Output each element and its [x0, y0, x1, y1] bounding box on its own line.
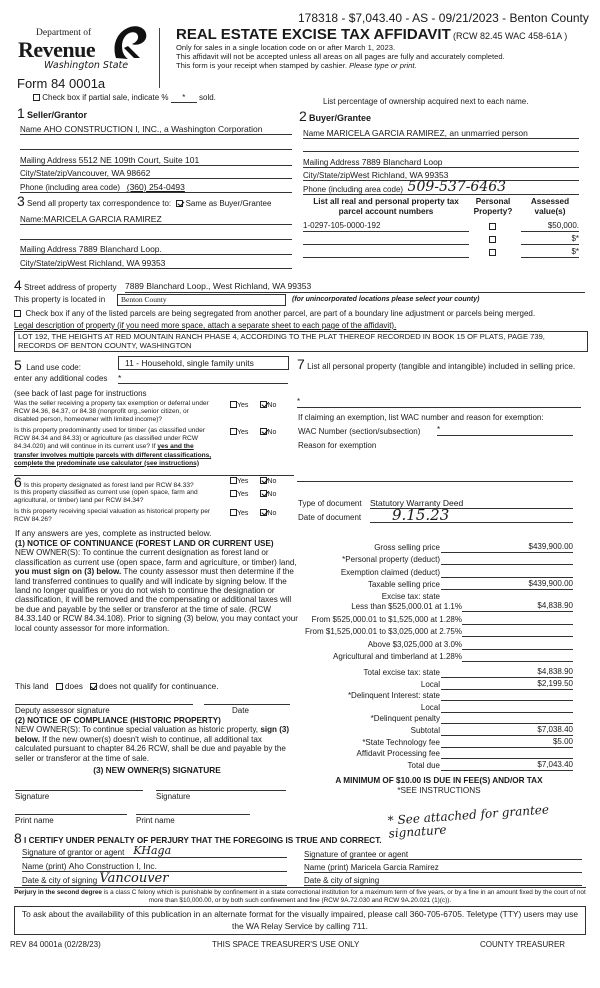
doc-type-field[interactable]: Statutory Warranty Deed	[370, 498, 573, 509]
buyer-name-field[interactable]	[303, 126, 579, 139]
seller-phone-value: (360) 254-0493	[126, 182, 185, 192]
header-line1: Only for sales in a single location code on or after March 1, 2023.	[176, 43, 396, 52]
buyer-name-line2[interactable]	[303, 141, 579, 152]
timber-question-bold: yes and the transfer involves multiple parcels with different classifications, complete the predominate use calculator (see instructions)	[14, 443, 212, 467]
notice-continuance	[15, 539, 299, 633]
tax-row-label: Local	[420, 702, 440, 712]
does-not-label: does not qualify for continuance.	[99, 681, 219, 691]
parcel-col-header: List all real and personal property tax parcel account numbers	[313, 197, 459, 216]
buyer-phone-label: Phone (including area code)	[303, 185, 404, 194]
section-number: 1	[17, 105, 25, 121]
accessibility-notice: To ask about the availability of this publication in an alternate format for the visually impaired, please call 360-705-6705. Teletype (TTY) users may use the WA Relay Service by calling 711.	[14, 906, 586, 935]
minimum-due-note: A MINIMUM OF $10.00 IS DUE IN FEE(S) AND/OR TAX	[335, 776, 543, 785]
no-label: No	[267, 491, 277, 498]
print-name-label-1: Print name	[15, 816, 54, 825]
grantee-signature-label: Signature of grantee or agent	[304, 850, 409, 859]
wac-label: WAC Number (section/subsection)	[298, 427, 421, 436]
buyer-city-label: City/State/zip	[303, 171, 351, 180]
exemption-question: Was the seller receiving a property tax exemption or deferral under RCW 84.36, 84.37, or 84.38 (nonprofit org.,senior citizen, or disabled person, homeowner with limited income)?	[14, 400, 209, 424]
personal-property-checkbox[interactable]	[489, 249, 496, 256]
does-not-qualify-checkbox[interactable]	[90, 683, 97, 690]
segregated-row	[14, 309, 594, 318]
tax-row-value[interactable]	[462, 614, 573, 625]
notice-compliance	[15, 716, 299, 763]
this-land-label: This land	[15, 681, 49, 691]
partial-sale-row	[33, 93, 216, 103]
tax-row-label: Taxable selling price	[367, 579, 440, 589]
seller-phone-label: Phone (including area code)	[20, 183, 121, 192]
correspondence-heading	[17, 193, 271, 209]
assessed-value-field[interactable]: $*	[521, 234, 579, 245]
additional-codes-field[interactable]: *	[118, 373, 288, 384]
personal-property-checkbox[interactable]	[489, 223, 496, 230]
buyer-name-value: MARICELA GARCIA RAMIREZ, an unmarried person	[326, 128, 528, 138]
land-use-label: Land use code:	[26, 363, 81, 372]
reason-label: Reason for exemption	[298, 441, 377, 450]
doc-date-field[interactable]	[370, 508, 573, 523]
corr-address-value: 7889 Blanchard Loop.	[78, 244, 162, 254]
owner-print-field-1[interactable]	[15, 806, 127, 815]
wac-field[interactable]: *	[437, 425, 573, 436]
yes-checkbox[interactable]	[230, 509, 237, 516]
recording-stamp: 178318 - $7,043.40 - AS - 09/21/2023 - Benton County	[298, 11, 589, 25]
deputy-signature-field[interactable]	[15, 696, 193, 705]
tax-row-label: From $1,525,000.01 to $3,025,000 at 2.75%	[304, 627, 462, 636]
notice-compliance-text-a: NEW OWNER(S): To continue special valuation as historic property,	[15, 725, 259, 735]
tax-row-value[interactable]	[462, 626, 573, 637]
tax-row-value[interactable]: $4,838.90	[462, 601, 573, 612]
grantor-signature-field[interactable]	[22, 845, 287, 858]
tax-row-label: Affidavit Processing fee	[356, 749, 440, 759]
no-label: No	[267, 429, 277, 436]
land-use-code-field[interactable]: 11 - Household, single family units	[118, 356, 289, 370]
segregated-checkbox[interactable]	[14, 310, 21, 317]
seller-city-field[interactable]	[20, 166, 292, 179]
header-line3-italic: Please type or print.	[349, 61, 417, 70]
section-number: 3	[17, 193, 25, 209]
partial-sale-suffix: sold.	[199, 93, 216, 102]
correspondence-label: Send all property tax correspondence to:	[27, 199, 172, 208]
yes-checkbox[interactable]	[230, 428, 237, 435]
print-name-label-2: Print name	[136, 816, 175, 825]
no-label: No	[267, 402, 277, 409]
tax-row-value[interactable]	[441, 567, 573, 578]
section-number: 7	[297, 356, 305, 372]
forest-yes-no	[230, 477, 276, 485]
treasurer-use-label: THIS SPACE TREASURER'S USE ONLY	[212, 940, 360, 949]
seller-address-value: 5512 NE 109th Court, Suite 101	[78, 155, 200, 165]
section-number: 2	[299, 108, 307, 124]
yes-checkbox[interactable]	[230, 490, 237, 497]
doc-date-label: Date of document	[298, 513, 362, 522]
tax-row-label: Exemption claimed (deduct)	[340, 567, 440, 577]
logo-state: Washington State	[44, 60, 129, 71]
seller-address-label: Mailing Address	[20, 156, 77, 165]
tax-row-label: *Delinquent penalty	[370, 714, 440, 724]
current-use-question: Is this property classified as current use (open space, farm and agricultural, or timber) land per RCW 84.34?	[14, 489, 198, 505]
dor-logo-icon	[110, 24, 150, 62]
no-checkbox[interactable]	[260, 509, 267, 516]
buyer-heading	[299, 108, 371, 124]
yes-label: Yes	[237, 510, 249, 517]
deputy-signature-label: Deputy assessor signature	[15, 706, 110, 715]
owner-print-field-2[interactable]	[136, 806, 250, 815]
tax-row-value[interactable]	[462, 651, 573, 662]
buyer-address-value: 7889 Blanchard Loop	[361, 157, 443, 167]
grantor-signature-value: KHaga	[133, 844, 172, 857]
form-revision: REV 84 0001a (02/28/23)	[10, 940, 101, 949]
perjury-divider	[14, 887, 586, 888]
grantee-date-field[interactable]	[304, 875, 582, 886]
tax-row-label: *Delinquent Interest: state	[347, 691, 440, 701]
personal-property-checkbox[interactable]	[489, 236, 496, 243]
seller-address-field[interactable]	[20, 153, 292, 166]
corr-name-field[interactable]	[20, 212, 292, 225]
yes-checkbox[interactable]	[230, 477, 237, 484]
grantor-name-label: Name (print)	[22, 862, 67, 871]
header-line3: This form is your receipt when stamped by cashier.	[176, 61, 347, 70]
tax-row-label: Total excise tax: state	[363, 668, 440, 677]
notice-continuance-text-a: NEW OWNER(S): To continue the current designation as forest land or classification as current use (open space, farm and agriculture, or timber) land,	[15, 548, 297, 567]
continuance-row	[15, 681, 219, 691]
grantee-annotation: * See attached for grantee signature	[387, 802, 550, 841]
no-checkbox[interactable]	[260, 428, 267, 435]
county-note: (for unincorporated locations please select your county)	[292, 296, 480, 303]
buyer-address-label: Mailing Address	[303, 158, 360, 167]
grantee-signature-field[interactable]	[304, 849, 582, 860]
tax-row-value[interactable]	[441, 690, 573, 701]
parcel-number-field[interactable]: 1-0297-105-0000-192	[303, 221, 469, 232]
deputy-date-label: Date	[232, 706, 249, 715]
additional-codes-label: enter any additional codes	[14, 374, 108, 383]
no-checkbox[interactable]	[260, 490, 267, 497]
does-label: does	[64, 681, 83, 691]
seller-city-value: Vancouver, WA 98662	[67, 168, 151, 178]
buyer-address-field[interactable]	[303, 155, 579, 168]
tax-row-value[interactable]: $4,838.90	[441, 667, 573, 678]
tax-row-label: Local	[420, 679, 440, 689]
partial-sale-percent[interactable]: *	[171, 93, 197, 103]
perjury-bold: Perjury in the second degree	[14, 889, 102, 896]
historic-question: Is this property receiving special valuation as historical property per RCW 84.26?	[14, 508, 211, 524]
tax-row-value[interactable]: $439,900.00	[441, 542, 573, 553]
personal-property-field[interactable]: *	[297, 397, 581, 408]
notice-compliance-text-b: If the new owner(s) doesn't wish to continue, all additional tax calculated pursuant to chapter 84.26 RCW, shall be due and payable by the seller or transferor at the time of sale.	[15, 734, 286, 763]
corr-name-value: MARICELA GARCIA RAMIREZ	[43, 214, 162, 224]
tax-row-label: Above $3,025,000 at 3.0%	[367, 639, 462, 649]
grantee-name-field[interactable]	[304, 862, 582, 873]
notice-continuance-bold: you must sign on (3) below.	[15, 567, 122, 577]
personal-property-label: List all personal property (tangible and intangible) included in selling price.	[307, 362, 576, 371]
street-label: Street address of property	[24, 283, 117, 292]
tax-row-value[interactable]: $2,199.50	[441, 679, 573, 690]
personal-col-header: Personal Property?	[473, 197, 513, 216]
land-use-heading	[14, 357, 81, 373]
seller-phone-field[interactable]	[20, 180, 292, 193]
notice-compliance-title: (2) NOTICE OF COMPLIANCE (HISTORIC PROPERTY)	[15, 716, 221, 725]
forest-question: Is this property designated as forest land per RCW 84.33?	[24, 482, 194, 489]
tax-row-value[interactable]: $7,038.40	[441, 725, 573, 736]
see-back-note: (see back of last page for instructions	[14, 389, 147, 398]
new-owner-signature-title: (3) NEW OWNER(S) SIGNATURE	[93, 765, 221, 775]
corr-city-field[interactable]	[20, 256, 292, 269]
notice-continuance-text-b: The county assessor must then determine if the land transferred continues to qualify and will indicate by signing below. If the land no longer qualifies or you do not wish to continue the designation or classification, it will be removed and the compensating or additional taxes will be due and payable by the seller or transferor at the time of sale. (RCW 84.33.140 or RCW 84.34.108). Prior to signing (3) below, you may contact your local county assessor for more information.	[15, 567, 298, 633]
seller-name-label: Name	[20, 125, 42, 134]
assessed-value-field[interactable]: $50,000.	[521, 221, 579, 232]
buyer-phone-value: 509-537-6463	[407, 179, 507, 195]
tax-row-value[interactable]: $439,900.00	[441, 579, 573, 590]
logo-dept: Department of	[36, 28, 92, 38]
deputy-date-field[interactable]	[204, 696, 290, 705]
header-instructions	[176, 43, 505, 70]
grantor-date-label: Date & city of signing	[22, 876, 98, 885]
personal-property-heading	[297, 356, 587, 372]
legal-desc-field[interactable]: LOT 192, THE HEIGHTS AT RED MOUNTAIN RANCH PHASE 4, ACCORDING TO THE PLAT THEREOF RECORDED IN BOOK 15 OF PLATS, PAGE 739, RECORDS OF BENTON COUNTY, WASHINGTON	[14, 331, 588, 352]
owner-signature-field-1[interactable]	[15, 782, 143, 791]
grantor-date-field[interactable]	[22, 872, 287, 886]
county-select[interactable]: Benton County	[117, 294, 286, 306]
corr-address-field[interactable]	[20, 242, 292, 255]
no-checkbox[interactable]	[260, 401, 267, 408]
notice-continuance-title: (1) NOTICE OF CONTINUANCE (FOREST LAND OR CURRENT USE)	[15, 539, 274, 548]
street-field[interactable]: 7889 Blanchard Loop., West Richland, WA 99353	[125, 281, 585, 293]
seller-name-field[interactable]	[20, 122, 292, 135]
signature-label-2: Signature	[156, 792, 191, 801]
grantor-signature-label: Signature of grantor or agent	[22, 848, 125, 857]
timber-yes-no	[230, 428, 276, 436]
partial-sale-label: Check box if partial sale, indicate %	[42, 93, 169, 102]
no-label: No	[267, 510, 277, 517]
header-line2: This affidavit will not be accepted unless all areas on all pages are fully and accurately completed.	[176, 52, 505, 61]
tax-row-label: From $525,000.01 to $1,525,000 at 1.28%	[311, 614, 462, 624]
logo-name: Revenue	[18, 37, 96, 62]
doc-date-value: 9.15.23	[392, 506, 450, 524]
buyer-title: Buyer/Grantee	[309, 113, 372, 123]
tax-row-value[interactable]	[441, 713, 573, 724]
tax-row-label: Total due	[407, 760, 440, 770]
same-as-buyer-label: Same as Buyer/Grantee	[185, 199, 272, 208]
tax-row-value[interactable]	[462, 639, 573, 650]
tax-row-label: Agricultural and timberland at 1.28%	[333, 652, 462, 661]
timber-question-text: Is this property predominantly used for timber (as classified under RCW 84.34 and 84.33) or agriculture (as classified under RCW 84.34.020) and will continue in its current use? If	[14, 427, 205, 451]
corr-city-value: West Richland, WA 99353	[67, 258, 166, 268]
form-header	[176, 26, 567, 43]
grantee-name-label: Name (print)	[304, 863, 349, 872]
located-label: This property is located in	[14, 295, 106, 304]
parcel-number-field[interactable]	[303, 234, 469, 245]
header-divider	[159, 28, 160, 88]
seller-title: Seller/Grantor	[27, 110, 88, 120]
current-use-yes-no	[230, 490, 276, 498]
section-number: 8	[14, 830, 22, 846]
grantee-date-label: Date & city of signing	[304, 876, 380, 885]
corr-city-label: City/State/zip	[20, 259, 68, 268]
owner-signature-field-2[interactable]	[156, 782, 286, 791]
seller-city-label: City/State/zip	[20, 169, 68, 178]
no-checkbox[interactable]	[260, 477, 267, 484]
certify-statement-row	[14, 830, 382, 846]
buyer-city-value: West Richland, WA 99353	[350, 170, 449, 180]
corr-name-label: Name:	[20, 215, 44, 224]
grantee-name-value: Maricela Garcia Ramirez	[350, 863, 439, 872]
tax-row-label: Excise tax: state	[381, 592, 440, 602]
certify-statement: I CERTIFY UNDER PENALTY OF PERJURY THAT THE FOREGOING IS TRUE AND CORRECT.	[24, 836, 382, 845]
seller-name-value: AHO CONSTRUCTION I, INC., a Washington Corporation	[43, 124, 263, 134]
tax-row-value[interactable]	[441, 748, 573, 759]
tax-row-label: Less than $525,000.01 at 1.1%	[351, 602, 462, 611]
form-title: REAL ESTATE EXCISE TAX AFFIDAVIT	[176, 26, 451, 43]
historic-yes-no	[230, 509, 276, 517]
notice-compliance-bold: sign (3) below.	[15, 725, 290, 744]
assessed-col-header: Assessed value(s)	[530, 197, 570, 216]
no-label: No	[267, 478, 277, 485]
yes-label: Yes	[237, 429, 249, 436]
tax-row-label: *State Technology fee	[362, 737, 440, 747]
seller-name-line2[interactable]	[20, 139, 292, 150]
buyer-phone-field[interactable]	[303, 180, 579, 195]
grantor-date-value: Vancouver	[99, 871, 169, 886]
street-row	[14, 277, 117, 293]
parcel-number-field[interactable]	[303, 247, 469, 258]
same-as-buyer-checkbox[interactable]	[176, 200, 183, 207]
doc-type-label: Type of document	[298, 499, 362, 508]
timber-question	[14, 427, 214, 468]
exemption-yes-no	[230, 401, 276, 409]
seller-heading	[17, 105, 87, 121]
section-number: 4	[14, 277, 22, 293]
section6-heading	[14, 474, 194, 490]
tax-row-label: *Personal property (deduct)	[342, 555, 440, 565]
tax-row-value[interactable]	[441, 702, 573, 713]
assessed-value-field[interactable]: $*	[521, 247, 579, 258]
perjury-text: is a class C felony which is punishable by confinement in a state correctional institution for a maximum term of five years, or by a fine in an amount fixed by the court of not more than $10,000.00, or by both such confinement and fine (RCW 9A.72.030 and RCW 9A.20.021 (1)(c)).	[103, 889, 586, 904]
form-number: Form 84 0001a	[17, 76, 106, 91]
corr-address-label: Mailing Address	[20, 245, 77, 254]
tax-row-value[interactable]: $5.00	[441, 737, 573, 748]
tax-row-value[interactable]: $7,043.40	[441, 760, 573, 771]
yes-checkbox[interactable]	[230, 401, 237, 408]
tax-row-label: Gross selling price	[374, 543, 440, 552]
yes-label: Yes	[237, 402, 249, 409]
segregated-label: Check box if any of the listed parcels are being segregated from another parcel, are part of a boundary line adjustment or parcels being merged.	[25, 309, 536, 318]
tax-row-value[interactable]	[441, 554, 573, 565]
grantor-name-value: Aho Construction I, Inc.	[68, 861, 158, 871]
form-rcw: (RCW 82.45 WAC 458-61A )	[452, 31, 568, 41]
ownership-note: List percentage of ownership acquired next to each name.	[323, 97, 529, 106]
section-number: 5	[14, 357, 22, 373]
if-yes-note: If any answers are yes, complete as instructed below.	[15, 528, 212, 538]
perjury-notice	[14, 889, 586, 904]
buyer-name-label: Name	[303, 129, 325, 138]
legal-desc-label: Legal description of property (if you need more space, attach a separate sheet to each page of the affidavit).	[14, 321, 397, 330]
tax-row-label: Subtotal	[410, 726, 440, 735]
signature-label-1: Signature	[15, 792, 50, 801]
reason-field[interactable]	[297, 473, 573, 482]
exemption-label: If claiming an exemption, list WAC number and reason for exemption:	[298, 413, 544, 422]
yes-label: Yes	[237, 491, 249, 498]
does-qualify-checkbox[interactable]	[56, 683, 63, 690]
yes-label: Yes	[237, 478, 249, 485]
partial-sale-checkbox[interactable]	[33, 94, 40, 101]
corr-name-line2[interactable]	[20, 229, 292, 240]
county-treasurer-label: COUNTY TREASURER	[480, 940, 566, 949]
see-instructions-note: *SEE INSTRUCTIONS	[397, 786, 481, 795]
section-number: 6	[14, 474, 22, 490]
